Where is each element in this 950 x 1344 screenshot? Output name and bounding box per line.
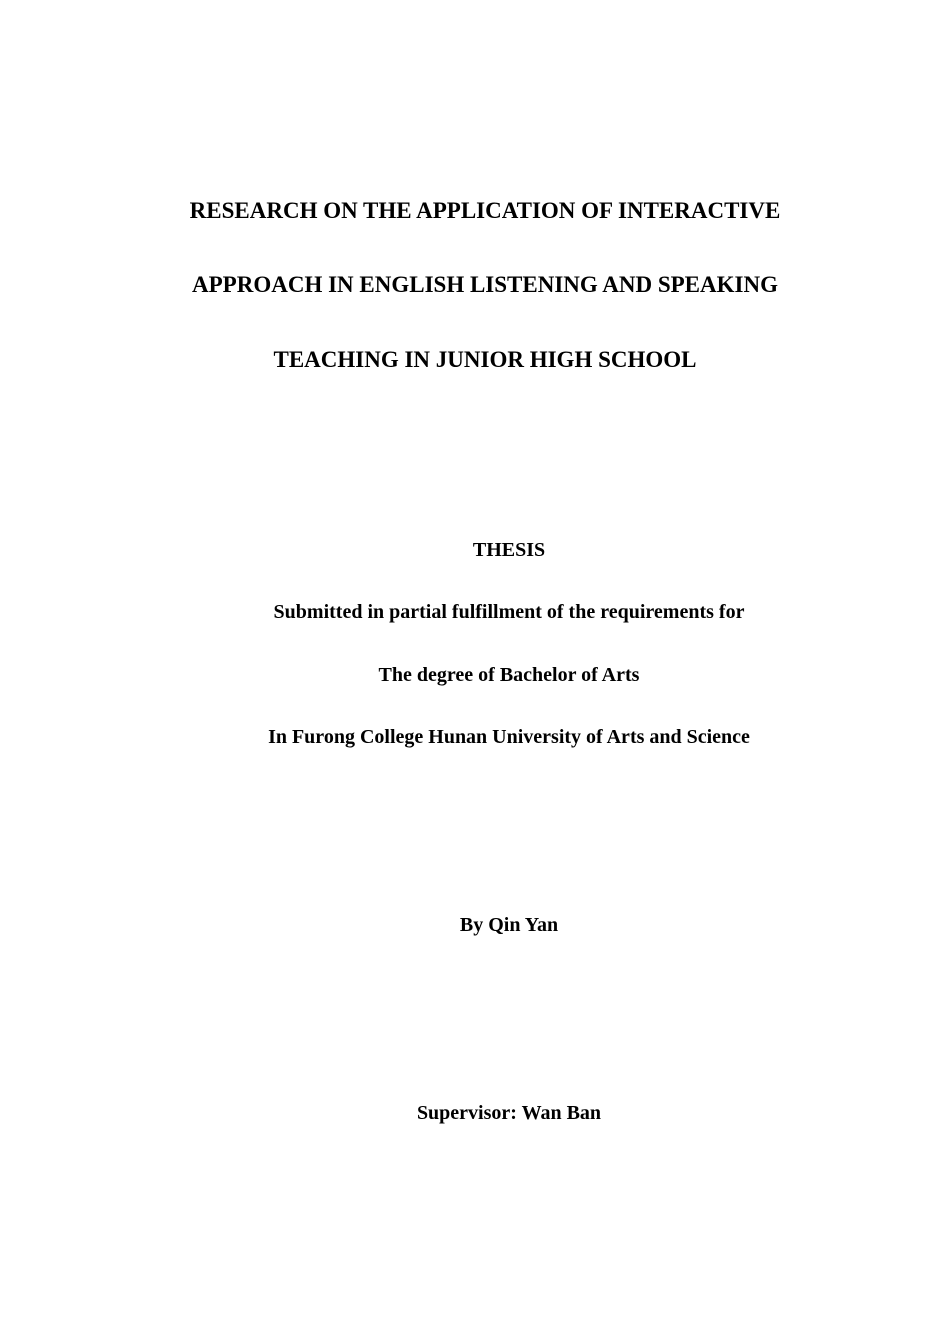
thesis-label: THESIS (472, 539, 546, 561)
submitted-statement: Submitted in partial fulfillment of the requirements for (273, 601, 745, 623)
supervisor-name: Supervisor: Wan Ban (416, 1102, 602, 1124)
author-name: By Qin Yan (459, 914, 559, 936)
title-line-1: RESEARCH ON THE APPLICATION OF INTERACTIVE (189, 198, 781, 223)
degree-statement: The degree of Bachelor of Arts (378, 664, 640, 686)
title-line-2: APPROACH IN ENGLISH LISTENING AND SPEAKING (192, 272, 778, 297)
title-line-3: TEACHING IN JUNIOR HIGH SCHOOL (273, 347, 697, 372)
college-statement: In Furong College Hunan University of Arts and Science (268, 726, 750, 748)
